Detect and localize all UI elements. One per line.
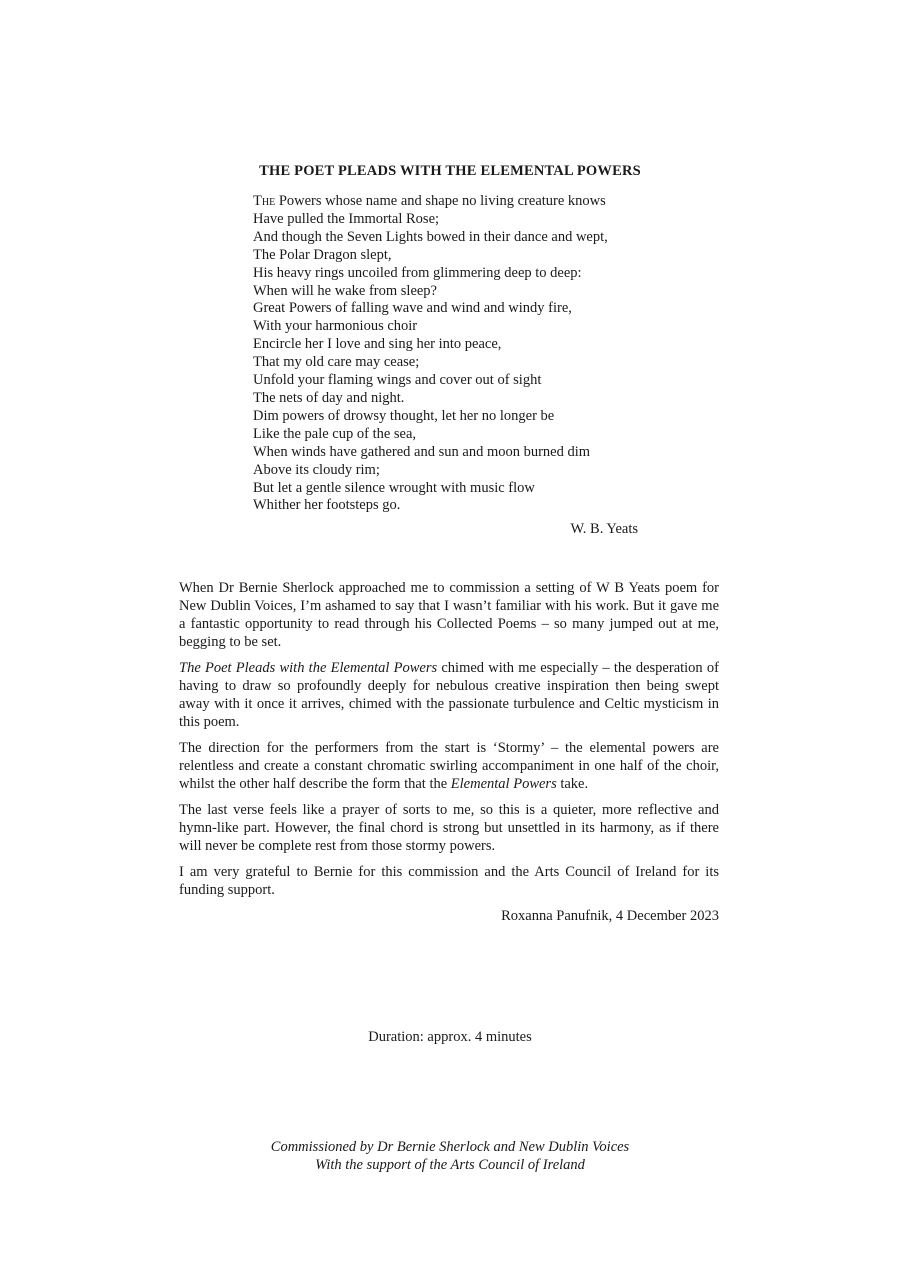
poem-line: Have pulled the Immortal Rose; — [253, 210, 440, 227]
notes-paragraph-4: The last verse feels like a prayer of sorts to me, so this is a quieter, more reflective and hymn-like part. However, the final chord is strong but unsettled in its harmony, as if there will never be complete rest from those stormy powers. — [179, 802, 719, 854]
poem-line: But let a gentle silence wrought with music flow — [253, 479, 535, 496]
commission-credits — [0, 1139, 900, 1174]
poem-first-word: The — [253, 193, 276, 209]
poem-author: W. B. Yeats — [570, 521, 638, 537]
poem-line: When winds have gathered and sun and moon burned dim — [253, 443, 591, 460]
poem-body — [253, 193, 653, 515]
poem-line: Like the pale cup of the sea, — [253, 425, 417, 442]
notes-paragraph-2-text: chimed with me especially – the desperation of having to draw so profoundly deeply for nebulous creative inspiration then being swept away with it once it arrives, chimed with the passionate turbulence and Celtic mysticism in this poem. — [179, 660, 719, 730]
work-title: The Poet Pleads with the Elemental Powers — [179, 660, 438, 676]
poem-line: The Polar Dragon slept, — [253, 246, 392, 263]
commission-line-2: With the support of the Arts Council of Ireland — [315, 1156, 585, 1173]
notes-paragraph-3-end: take. — [556, 776, 589, 792]
duration-text: Duration: approx. 4 minutes — [368, 1029, 532, 1045]
poem-line: Great Powers of falling wave and wind and windy fire, — [253, 300, 572, 317]
poem-title: THE POET PLEADS WITH THE ELEMENTAL POWERS — [259, 163, 641, 179]
poem-line — [253, 193, 653, 211]
notes-paragraph-3 — [179, 739, 719, 793]
poem-line: That my old care may cease; — [253, 354, 420, 371]
poem-line: With your harmonious choir — [253, 318, 418, 335]
notes-paragraph-1: When Dr Bernie Sherlock approached me to commission a setting of W B Yeats poem for New Dublin Voices, I’m ashamed to say that I wasn’t familiar with his work. But it gave me a fantastic opportunity to read through his Collected Poems – so many jumped out at me, begging to be set. — [179, 580, 719, 650]
program-notes — [179, 579, 719, 907]
notes-paragraph-3-start: The direction for the performers from the start is ‘Stormy’ – the elemental powers are relentless and create a constant chromatic swirling accompaniment in one half of the choir, whilst the other half describe the form that the — [179, 740, 719, 792]
elemental-powers-emphasis: Elemental Powers — [450, 776, 557, 792]
notes-paragraph-2 — [179, 659, 719, 731]
composer-signature: Roxanna Panufnik, 4 December 2023 — [501, 908, 719, 924]
notes-paragraph-5: I am very grateful to Bernie for this commission and the Arts Council of Ireland for its funding support. — [179, 864, 719, 898]
poem-first-line-rest: Powers whose name and shape no living creature knows — [275, 193, 606, 209]
poem-line: Unfold your flaming wings and cover out of sight — [253, 372, 542, 389]
poem-line: And though the Seven Lights bowed in their dance and wept, — [253, 228, 608, 245]
poem-line: Dim powers of drowsy thought, let her no longer be — [253, 407, 555, 424]
poem-line: Above its cloudy rim; — [253, 461, 380, 478]
commission-line-1: Commissioned by Dr Bernie Sherlock and New Dublin Voices — [270, 1139, 630, 1155]
poem-line: Whither her footsteps go. — [253, 497, 401, 514]
poem-line: When will he wake from sleep? — [253, 282, 437, 299]
poem-line: Encircle her I love and sing her into peace, — [253, 336, 502, 353]
poem-line: His heavy rings uncoiled from glimmering deep to deep: — [253, 264, 582, 281]
poem-line: The nets of day and night. — [253, 389, 405, 406]
